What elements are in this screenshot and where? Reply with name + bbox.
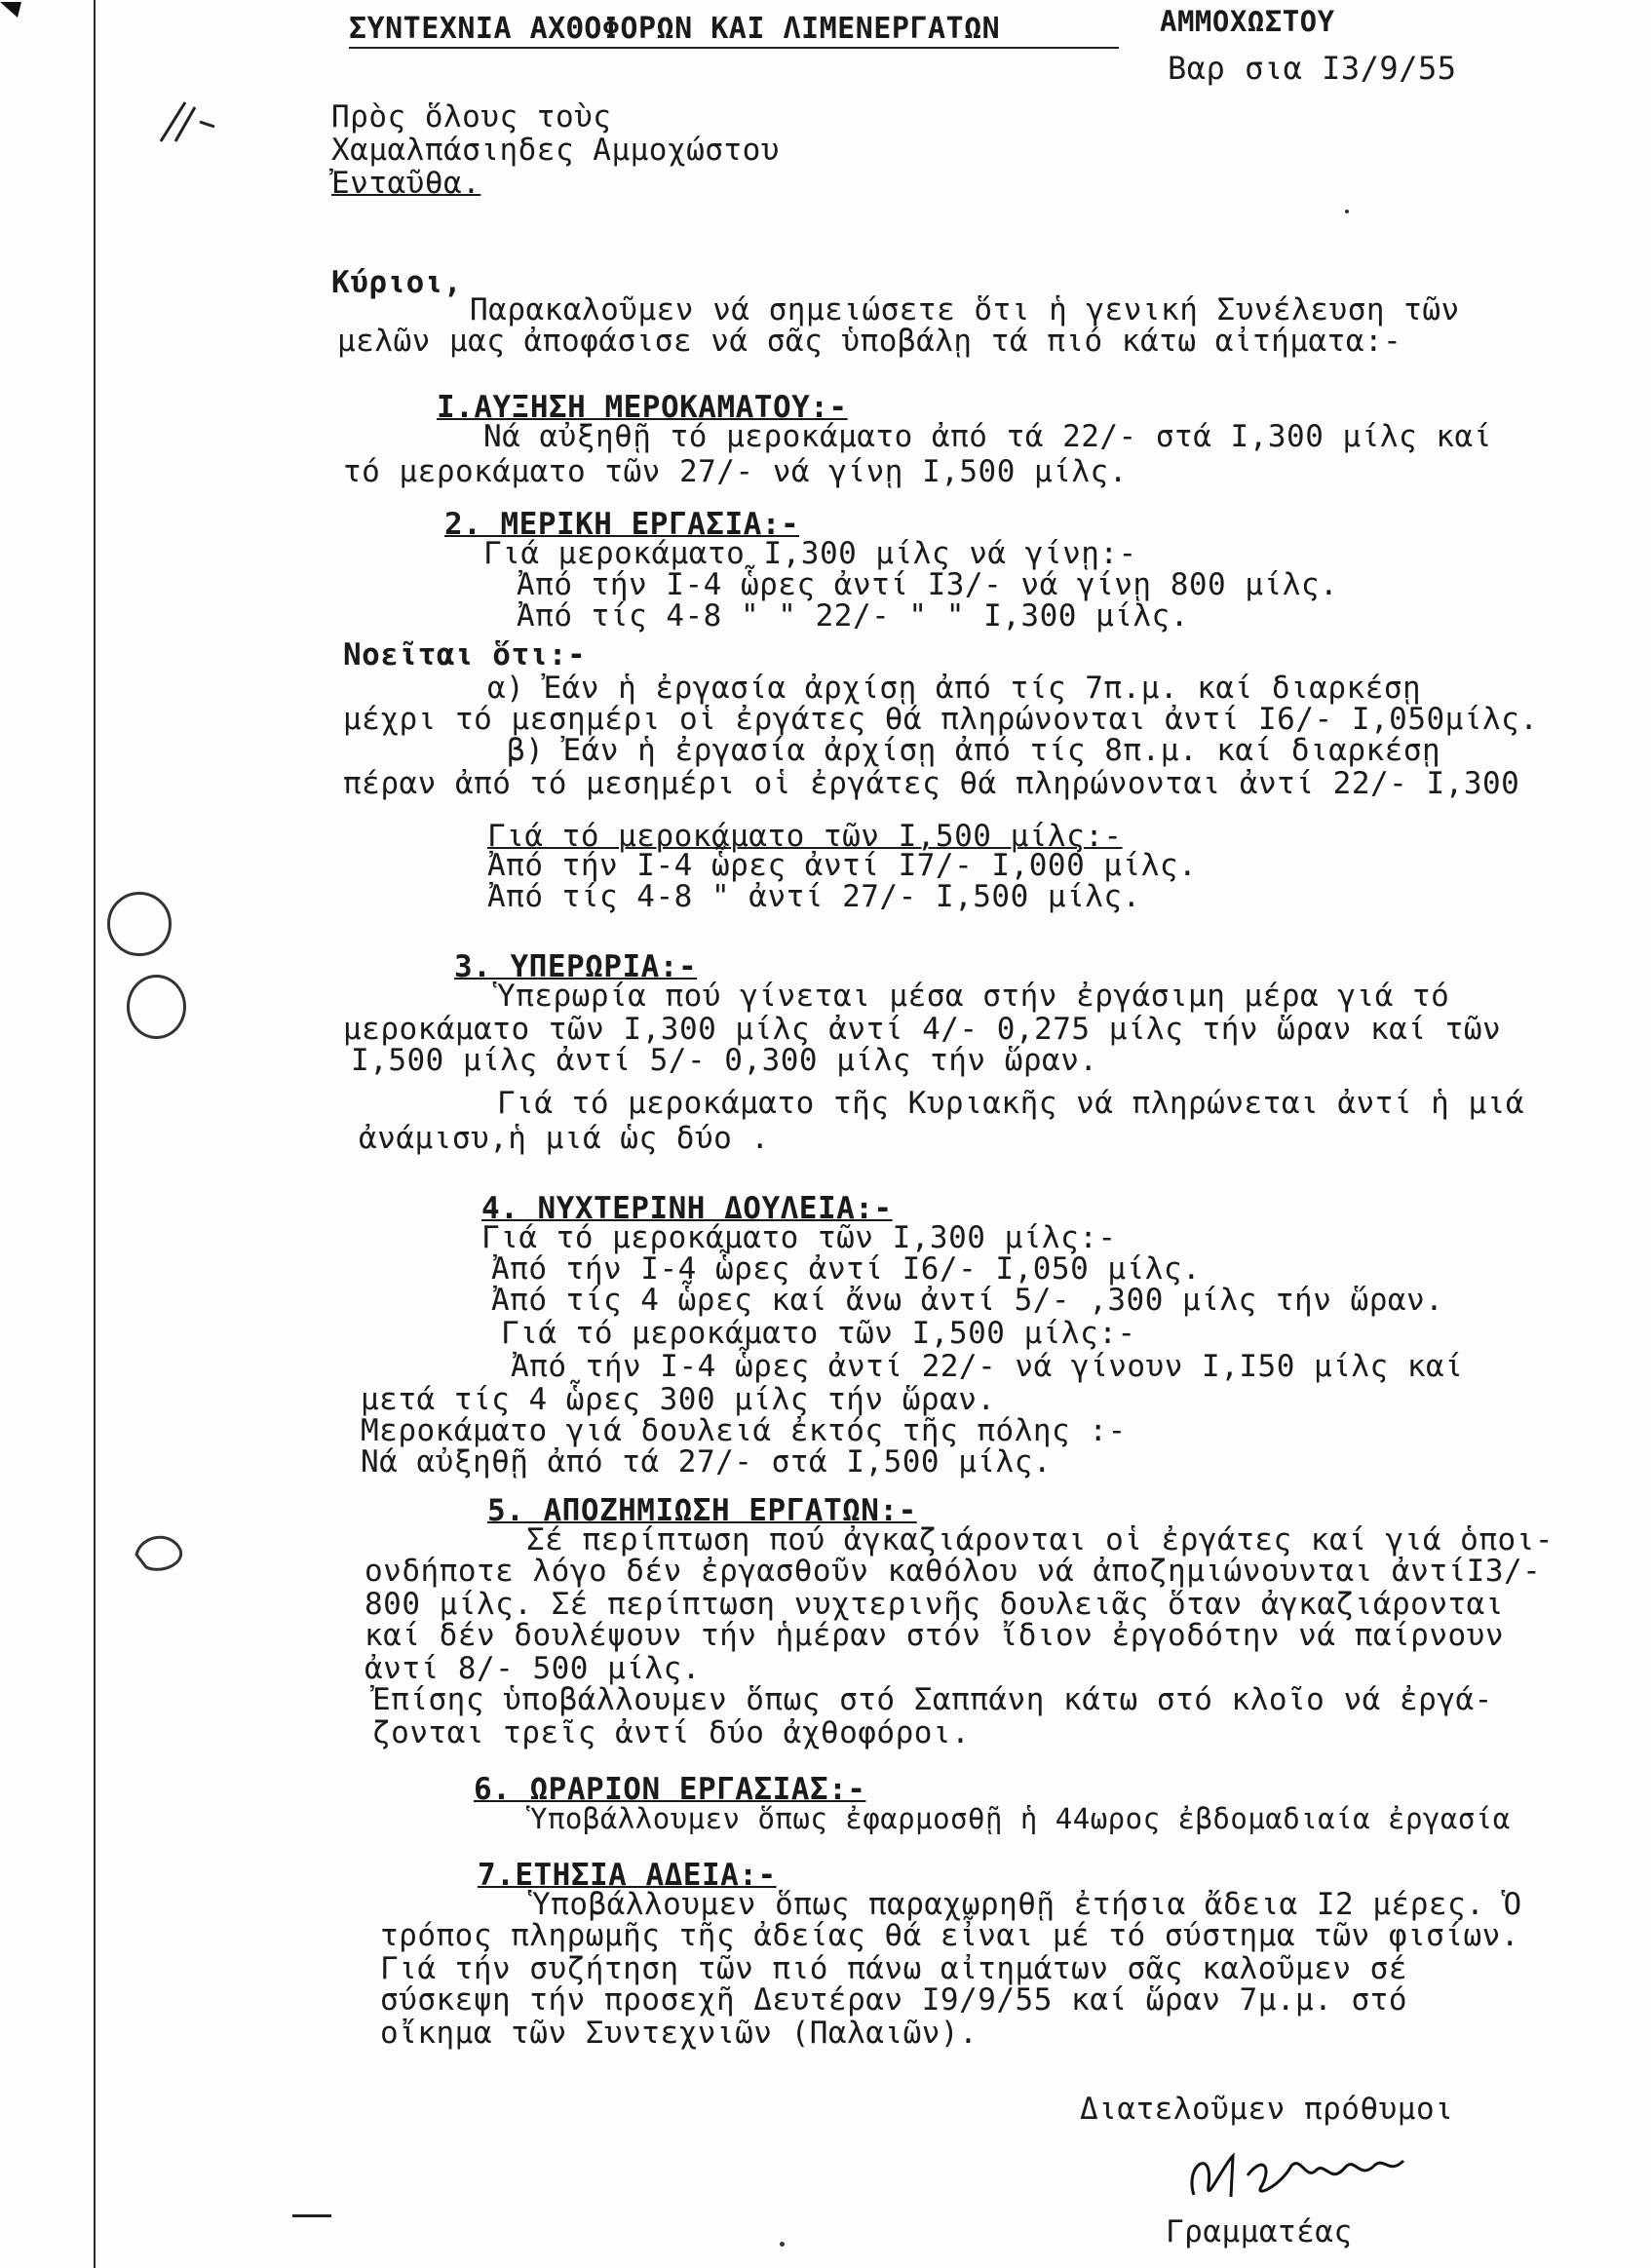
section-3-line-2: μεροκάματο τῶν Ι,300 μίλς ἀντί 4/- 0,275 μίλς τήν ὥραν καί τῶν <box>343 1012 1502 1047</box>
punch-hole-upper <box>107 892 172 956</box>
section-2-subtitle: Γιά τό μεροκάματο τῶν Ι,500 μίλς:- <box>487 819 1123 854</box>
section-1-title: Ι.ΑΥΞΗΣΗ ΜΕΡΟΚΑΜΑΤΟΥ:- <box>437 390 848 425</box>
letter-date: Βαρ σια Ι3/9/55 <box>1168 50 1457 87</box>
section-5-title: 5. ΑΠΟΖΗΜΙΩΣΗ ΕΡΓΑΤΩΝ:- <box>487 1493 917 1528</box>
corner-mark <box>0 0 29 21</box>
salutation: Κύριοι, <box>331 265 463 300</box>
stray-mark <box>292 2214 331 2217</box>
section-2-line-5: α) Ἐάν ἡ ἐργασία ἀρχίσῃ ἀπό τίς 7π.μ. καί διαρκέσῃ <box>487 671 1422 706</box>
section-2-line-1: Γιά μεροκάματο Ι,300 μίλς νά γίνῃ:- <box>483 536 1137 571</box>
section-7-line-5: οἴκημα τῶν Συντεχνιῶν (Παλαιῶν). <box>380 2016 979 2051</box>
section-4-line-8: Νά αὐξηθῇ ἀπό τά 27/- στά Ι,500 μίλς. <box>361 1444 1053 1480</box>
header-underline <box>349 47 1119 49</box>
signatory-title: Γραμματέας <box>1166 2214 1353 2249</box>
section-4-line-2: Ἀπό τήν Ι-4 ὧρες ἀντί Ι6/- Ι,050 μίλς. <box>491 1251 1202 1287</box>
section-2-line-2: Ἀπό τήν Ι-4 ὧρες ἀντί Ι3/- νά γίνῃ 800 μίλς. <box>517 567 1339 602</box>
section-1-line-2: τό μεροκάματο τῶν 27/- νά γίνῃ Ι,500 μίλς. <box>343 454 1128 489</box>
section-7-line-2: τρόπος πληρωμῆς τῆς ἀδείας θά εἶναι μέ τό σύστημα τῶν φισίων. <box>380 1918 1519 1953</box>
speck <box>780 2242 785 2247</box>
section-4-line-3: Ἀπό τίς 4 ὧρες καί ἄνω ἀντί 5/- ,300 μίλς τήν ὥραν. <box>491 1283 1444 1318</box>
section-2-title: 2. ΜΕΡΙΚΗ ΕΡΓΑΣΙΑ:- <box>444 507 800 542</box>
section-7-line-3: Γιά τήν συζήτηση τῶν πιό πάνω αἰτημάτων σᾶς καλοῦμεν σέ <box>380 1951 1407 1986</box>
handwritten-signature <box>1155 2127 1428 2214</box>
section-7-title: 7.ΕΤΗΣΙΑ ΑΔΕΙΑ:- <box>478 1858 777 1893</box>
section-7-line-4: σύσκεψη τήν προσεχῆ Δευτέραν Ι9/9/55 καί ὥραν 7μ.μ. στό <box>380 1982 1407 2018</box>
section-6-title: 6. ΩΡΑΡΙΟΝ ΕΡΓΑΣΙΑΣ:- <box>474 1772 866 1807</box>
union-name: ΣΥΝΤΕΧΝΙΑ ΑΧΘΟΦΟΡΩΝ ΚΑΙ ΛΙΜΕΝΕΡΓΑΤΩΝ <box>349 12 1001 46</box>
recipient-line-2: Χαμαλπάσιηδες Αμμοχώστου <box>331 133 780 168</box>
section-4-line-5: Ἀπό τήν Ι-4 ὧρες ἀντί 22/- νά γίνουν Ι,Ι50 μίλς καί <box>511 1349 1464 1384</box>
section-5-line-4: καί δέν δουλέψουν τήν ἡμέραν στόν ἴδιον ἐργοδότην νά παίρνουν <box>365 1618 1504 1653</box>
section-5-line-3: 800 μίλς. Σέ περίπτωση νυχτερινῆς δουλειᾶς ὅταν ἀγκαζιάρονται <box>365 1587 1504 1622</box>
section-5-line-7: ζονται τρεῖς ἀντί δύο ἀχθοφόροι. <box>372 1715 971 1750</box>
union-city: ΑΜΜΟΧΩΣΤΟΥ <box>1160 5 1335 38</box>
section-4-line-4: Γιά τό μεροκάματο τῶν Ι,500 μίλς:- <box>501 1316 1136 1351</box>
signature-text: Ν Πέτρης <box>1194 2212 1199 2213</box>
section-3-line-3: Ι,500 μίλς ἀντί 5/- 0,300 μίλς τήν ὥραν. <box>351 1043 1098 1078</box>
section-3-line-1: Ὑπερωρία πού γίνεται μέσα στήν ἐργάσιμη μέρα γιά τό <box>497 979 1450 1014</box>
section-3-line-5: ἀνάμισυ,ἡ μιά ὡς δύο . <box>359 1121 770 1156</box>
section-6-line-1: Ὑποβάλλουμεν ὅπως ἐφαρμοσθῇ ἡ 44ωρος ἐβδομαδιαία ἐργασία <box>530 1802 1511 1835</box>
section-4-title: 4. ΝΥΧΤΕΡΙΝΗ ΔΟΥΛΕΙΑ:- <box>481 1191 893 1226</box>
section-2-line-4: Νοεῖται ὅτι:- <box>343 637 587 673</box>
intro-line-1: Παρακαλοῦμεν νά σημειώσετε ὅτι ἡ γενική Συνέλευση τῶν <box>470 292 1460 327</box>
ink-blot <box>127 1520 195 1579</box>
section-2-line-7: β) Ἐάν ἡ ἐργασία ἀρχίσῃ ἀπό τίς 8π.μ. καί διαρκέσῃ <box>507 733 1441 768</box>
section-5-line-6: Ἐπίσης ὑποβάλλουμεν ὅπως στό Σαππάνη κάτω στό κλοῖο νά ἐργά- <box>372 1682 1493 1717</box>
section-2-line-8: πέραν ἀπό τό μεσημέρι οἱ ἐργάτες θά πληρώνονται ἀντί 22/- Ι,300 <box>343 766 1520 801</box>
section-5-line-5: ἀντί 8/- 500 μίλς. <box>365 1651 701 1686</box>
section-7-line-1: Ὑποβάλλουμεν ὅπως παραχωρηθῇ ἐτήσια ἄδεια Ι2 μέρες. Ὁ <box>532 1887 1522 1922</box>
intro-line-2: μελῶν μας ἀποφάσισε νά σᾶς ὑποβάλῃ τά πιό κάτω αἰτήματα:- <box>337 324 1402 359</box>
recipient-line-1: Πρὸς ὅλους τοὺς <box>331 99 612 135</box>
section-2-sub-line-2: Ἀπό τίς 4-8 " ἀντί 27/- Ι,500 μίλς. <box>487 879 1141 914</box>
section-1-line-1: Νά αὐξηθῇ τό μεροκάματο ἀπό τά 22/- στά Ι,300 μίλς καί <box>483 419 1492 454</box>
pen-mark <box>156 93 224 151</box>
closing-phrase: Διατελοῦμεν πρόθυμοι <box>1080 2092 1454 2127</box>
punch-hole-lower <box>127 975 186 1039</box>
section-4-line-7: Μεροκάματο γιά δουλειά ἐκτός τῆς πόλης :- <box>361 1413 1127 1448</box>
speck <box>1345 210 1349 213</box>
section-2-sub-line-1: Ἀπό τήν Ι-4 ὧρες ἀντί Ι7/- Ι,000 μίλς. <box>487 848 1198 883</box>
section-4-line-6: μετά τίς 4 ὧρες 300 μίλς τήν ὥραν. <box>361 1382 996 1417</box>
section-5-line-2: ονδήποτε λόγο δέν ἐργασθοῦν καθόλου νά ἀποζημιώνουνται ἀντίΙ3/- <box>365 1554 1542 1589</box>
section-2-line-6: μέχρι τό μεσημέρι οἱ ἐργάτες θά πληρώνονται ἀντί Ι6/- Ι,050μίλς. <box>343 702 1539 737</box>
section-2-line-3: Ἀπό τίς 4-8 " " 22/- " " Ι,300 μίλς. <box>517 598 1189 634</box>
section-5-line-1: Σέ περίπτωση πού ἀγκαζιάρονται οἱ ἐργάτες καί γιά ὁποι- <box>526 1522 1554 1557</box>
section-3-title: 3. ΥΠΕΡΩΡΙΑ:- <box>454 949 698 984</box>
recipient-line-3: Ἐνταῦθα. <box>331 166 481 201</box>
section-4-line-1: Γιά τό μεροκάματο τῶν Ι,300 μίλς:- <box>481 1220 1117 1255</box>
left-margin-rule <box>94 0 96 2268</box>
section-3-line-4: Γιά τό μεροκάματο τῆς Κυριακῆς νά πληρώνεται ἀντί ἡ μιά <box>497 1086 1524 1121</box>
